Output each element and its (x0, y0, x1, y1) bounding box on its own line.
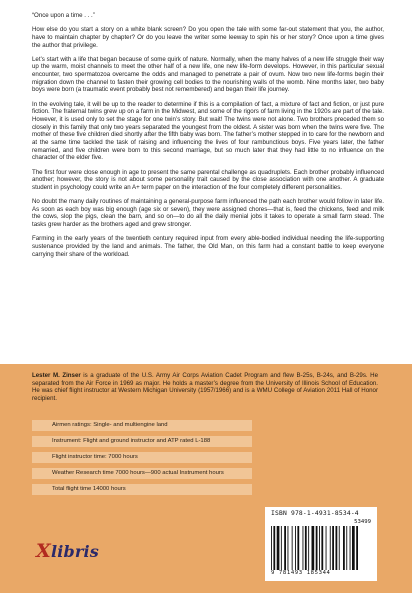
blurb-paragraph: “Once upon a time . . .” (32, 12, 95, 19)
stat-item: Weather Research time 7000 hours—900 actual Instrument hours (32, 468, 252, 479)
stat-item: Instrument: Flight and ground instructor and ATP rated L-188 (32, 436, 252, 447)
price-code: 53499 (354, 519, 371, 525)
back-cover-blurb (32, 12, 384, 265)
barcode-icon (271, 526, 371, 570)
blurb-paragraph: How else do you start a story on a white blank screen? Do you open the tale with some far-out statement that you, the author, have to maintain chapter by chapter? Or do you leave the writer some leeway to spin his or her story? Once upon a time gives the author that privilege. (32, 26, 384, 49)
isbn-text: ISBN 978-1-4931-8534-4 (271, 510, 359, 517)
author-bio-text: is a graduate of the U.S. Army Air Corps Aviation Cadet Program and flew B-25s, B-24s, and B-29s. He separated from the Air Force in 1969 as major. He holds a master’s degree from the University of Illinois School of Education. He was chief flight instructor at Western Michigan University (1957/1966) and is a WMU College of Aviation 2011 Hall of Honor recipient. (32, 372, 378, 402)
author-band (0, 364, 412, 593)
stat-item: Total flight time 14000 hours (32, 484, 252, 495)
barcode-box (265, 507, 377, 581)
stat-item: Flight instructor time: 7000 hours (32, 452, 252, 463)
blurb-paragraph: Farming in the early years of the twentieth century required input from every able-bodied individual needing the life-supporting sustenance provided by the land and animals. The father, the Old Man, on this farm had a constant battle to keep everyone carrying their share of the workload. (32, 235, 384, 258)
blurb-paragraph: The first four were close enough in age to present the same parental challenge as quadruplets. Each brother probably influenced another; however, the story is not about some personality trait caused by the close association with one another. A graduate student in psychology could write an A+ term paper on the interaction of the four completely different personalities. (32, 168, 384, 191)
flight-stats-list (32, 420, 252, 500)
logo-rest: libris (50, 542, 100, 561)
author-name: Lester M. Zinser (32, 372, 81, 379)
blurb-paragraph: No doubt the many daily routines of maintaining a general-purpose farm influenced the path each brother would follow in later life. As soon as each boy was big enough (age six or seven), they were assigned chores—that is, feed the chickens, feed and milk the cows, slop the pigs, clean the barn, and so on—to do all the daily menial jobs it takes to operate a small farm stead. The tasks grew harder as the brothers aged and grew stronger. (32, 198, 384, 229)
blurb-paragraph: Let’s start with a life that began because of some quirk of nature. Normally, when the many halves of a new life struggle their way up the warm, moist channels to meet the other half of a new life, one new life-form develops. However, in this particular sexual encounter, two spermatozoa overcame the odds and managed to penetrate a pair of ovum. Now two new life-forms begin their migration down the channel to fasten their growing cell bodies to the nourishing walls of the womb. Nine months later, two baby boys were born (a traumatic event probably best not remembered) and began their life journey. (32, 55, 384, 94)
author-bio (32, 372, 378, 402)
stat-item: Airmen ratings: Single- and multiengine land (32, 420, 252, 431)
blurb-paragraph: In the evolving tale, it will be up to the reader to determine if this is a compilation of fact, a mixture of fact and fiction, or just pure fiction. The fraternal twins grew up on a farm in the Midwest, and some of the rigors of farm living in the 1920s are part of the tale. However, it is used only to set the stage for one twin’s story. But wait! The twins were not alone. Two brothers preceded them so closely in this family that only two years separated the youngest from the oldest. A sister was born when the twins were five. The mother of these five children died shortly after the fifth baby was born. The father’s mother stepped in to care for the newborn and at the same time tackled the task of raising and influencing the lives of four rambunctious boys. Five years later, the father remarried, and five children were born to this second marriage, but so much later that they had little to no influence on the character of the elder five. (32, 100, 384, 162)
logo-x: X (36, 540, 51, 562)
publisher-logo (36, 540, 99, 562)
barcode-number: 9 781493 185344 (271, 570, 331, 576)
